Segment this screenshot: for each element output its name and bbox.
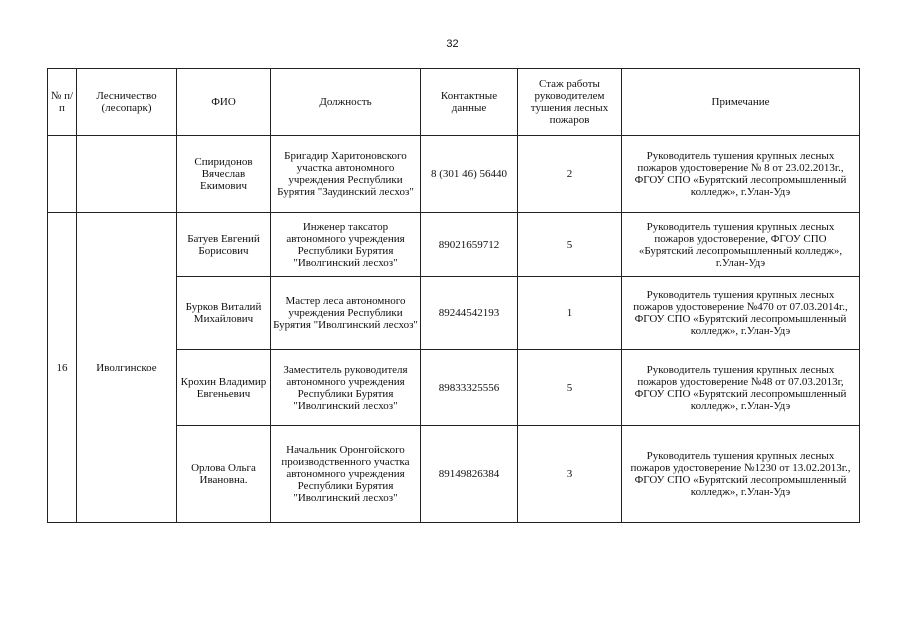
cell-note: Руководитель тушения крупных лесных пожаров удостоверение №470 от 07.03.2014г., ФГОУ СПО «Бурятский лесопромышленный колледж», г.Улан-Удэ xyxy=(622,277,860,350)
cell-contacts: 89244542193 xyxy=(421,277,518,350)
cell-position: Бригадир Харитоновского участка автономного учреждения Республики Бурятия "Заудинский лесхоз" xyxy=(271,136,421,213)
cell-forestry: Иволгинское xyxy=(77,213,177,523)
cell-note: Руководитель тушения крупных лесных пожаров удостоверение №48 от 07.03.2013г, ФГОУ СПО «Бурятский лесопромышленный колледж», г.Улан-Удэ xyxy=(622,350,860,426)
cell-position: Начальник Оронгойского производственного участка автономного учреждения Республики Бурятия "Иволгинский лесхоз" xyxy=(271,426,421,523)
cell-experience: 5 xyxy=(518,213,622,277)
header-note: Примечание xyxy=(622,69,860,136)
header-contacts: Контактные данные xyxy=(421,69,518,136)
cell-note: Руководитель тушения крупных лесных пожаров удостоверение, ФГОУ СПО «Бурятский лесопромышленный колледж», г.Улан-Удэ xyxy=(622,213,860,277)
cell-fio: Батуев Евгений Борисович xyxy=(177,213,271,277)
cell-contacts: 89149826384 xyxy=(421,426,518,523)
cell-experience: 3 xyxy=(518,426,622,523)
header-position: Должность xyxy=(271,69,421,136)
cell-contacts: 89833325556 xyxy=(421,350,518,426)
cell-fio: Орлова Ольга Ивановна. xyxy=(177,426,271,523)
cell-num: 16 xyxy=(48,213,77,523)
table-row xyxy=(48,136,860,213)
header-fio: ФИО xyxy=(177,69,271,136)
cell-note: Руководитель тушения крупных лесных пожаров удостоверение №1230 от 13.02.2013г., ФГОУ СПО «Бурятский лесопромышленный колледж», г.Улан-Удэ xyxy=(622,426,860,523)
cell-contacts: 89021659712 xyxy=(421,213,518,277)
cell-fio: Бурков Виталий Михайлович xyxy=(177,277,271,350)
cell-position: Инженер таксатор автономного учреждения Республики Бурятия "Иволгинский лесхоз" xyxy=(271,213,421,277)
header-experience: Стаж работы руководителем тушения лесных пожаров xyxy=(518,69,622,136)
page-number: 32 xyxy=(446,38,459,50)
table-header-row xyxy=(48,69,860,136)
cell-position: Заместитель руководителя автономного учреждения Республики Бурятия "Иволгинский лесхоз" xyxy=(271,350,421,426)
cell-experience: 5 xyxy=(518,350,622,426)
cell-fio: Крохин Владимир Евгеньевич xyxy=(177,350,271,426)
header-forestry: Лесничество (лесопарк) xyxy=(77,69,177,136)
cell-experience: 1 xyxy=(518,277,622,350)
cell-fio: Спиридонов Вячеслав Екимович xyxy=(177,136,271,213)
table-row xyxy=(48,213,860,277)
forest-fire-leaders-table xyxy=(47,68,860,523)
cell-experience: 2 xyxy=(518,136,622,213)
header-num: № п/п xyxy=(48,69,77,136)
cell-position: Мастер леса автономного учреждения Республики Бурятия "Иволгинский лесхоз" xyxy=(271,277,421,350)
cell-forestry-empty xyxy=(77,136,177,213)
cell-contacts: 8 (301 46) 56440 xyxy=(421,136,518,213)
cell-note: Руководитель тушения крупных лесных пожаров удостоверение № 8 от 23.02.2013г., ФГОУ СПО «Бурятский лесопромышленный колледж», г.Улан-Удэ xyxy=(622,136,860,213)
cell-num-empty xyxy=(48,136,77,213)
